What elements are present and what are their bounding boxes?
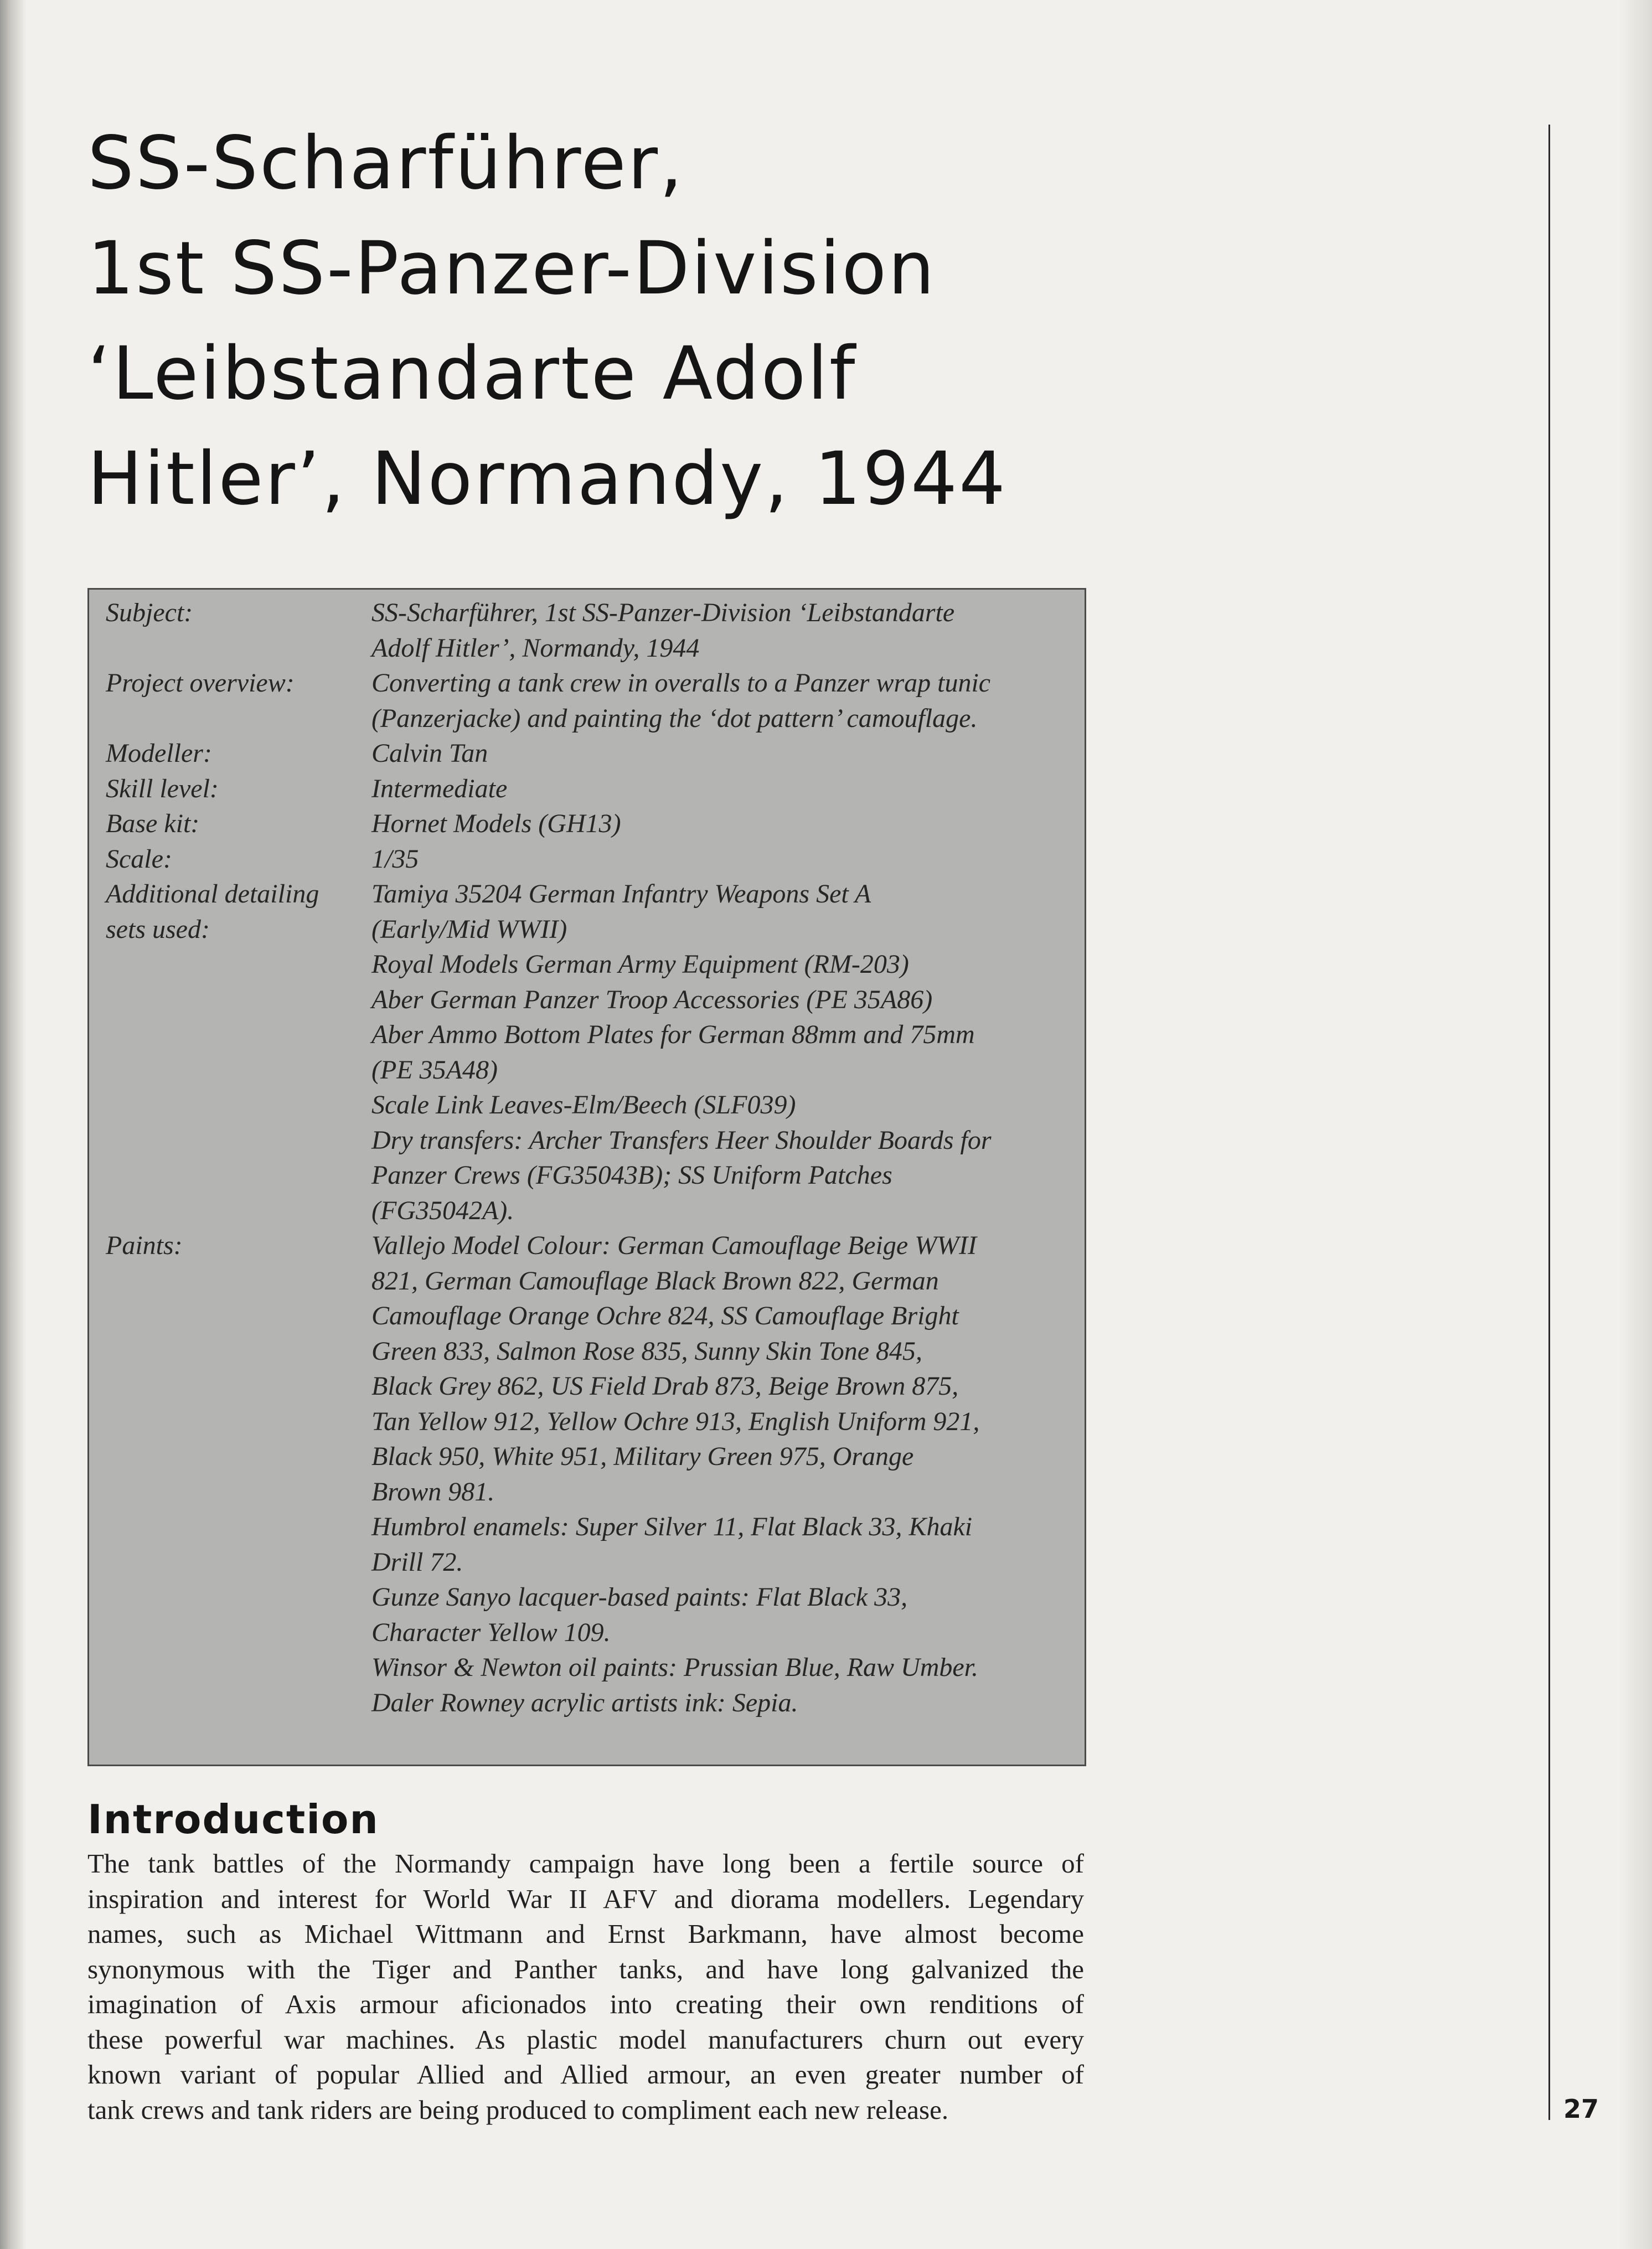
- info-value: [371, 736, 1064, 771]
- body-text-line: these powerful war machines. As plastic model manufacturers churn out every: [87, 2024, 1084, 2055]
- info-value-line: (Panzerjacke) and painting the ‘dot pattern’ camouflage.: [371, 703, 978, 733]
- body-text-line: synonymous with the Tiger and Panther tanks, and have long galvanized the: [87, 1953, 1084, 1984]
- info-label: [106, 666, 371, 736]
- info-value-line: Scale Link Leaves-Elm/Beech (SLF039): [371, 1090, 796, 1120]
- info-value-line: Gunze Sanyo lacquer-based paints: Flat Black 33,: [371, 1582, 908, 1612]
- info-label: [106, 595, 371, 666]
- body-text-line: imagination of Axis armour aficionados into creating their own renditions of: [87, 1989, 1084, 2019]
- info-label: [106, 736, 371, 771]
- info-row: [106, 842, 1069, 877]
- info-value-line: Vallejo Model Colour: German Camouflage Beige WWII: [371, 1231, 977, 1260]
- body-text-line: names, such as Michael Wittmann and Ernst Barkmann, have almost become: [87, 1918, 1084, 1949]
- info-value-line: 821, German Camouflage Black Brown 822, German: [371, 1266, 939, 1296]
- info-value-line: Black Grey 862, US Field Drab 873, Beige Brown 875,: [371, 1371, 959, 1401]
- info-value-line: Camouflage Orange Ochre 824, SS Camouflage Bright: [371, 1301, 959, 1330]
- info-value-line: Daler Rowney acrylic artists ink: Sepia.: [371, 1688, 798, 1717]
- info-value-line: Royal Models German Army Equipment (RM-203): [371, 950, 909, 979]
- info-row: [106, 876, 1069, 1228]
- info-row: [106, 736, 1069, 771]
- info-row: [106, 1228, 1069, 1720]
- title-line: Hitler’, Normandy, 1944: [87, 436, 1008, 522]
- info-value-line: Drill 72.: [371, 1547, 463, 1577]
- page-edge: [1619, 0, 1652, 2249]
- info-label: [106, 876, 371, 1228]
- info-value-line: Hornet Models (GH13): [371, 809, 621, 838]
- body-text-line: The tank battles of the Normandy campaign have long been a fertile source of: [87, 1848, 1084, 1879]
- page-number: 27: [1563, 2094, 1599, 2124]
- info-value-line: Black 950, White 951, Military Green 975, Orange: [371, 1442, 914, 1471]
- info-value-line: Panzer Crews (FG35043B); SS Uniform Patches: [371, 1160, 892, 1190]
- info-value-line: Humbrol enamels: Super Silver 11, Flat Black 33, Khaki: [371, 1512, 973, 1541]
- title-line: 1st SS-Panzer-Division: [87, 226, 936, 311]
- info-value-line: Dry transfers: Archer Transfers Heer Shoulder Boards for: [371, 1125, 992, 1155]
- info-value-line: Winsor & Newton oil paints: Prussian Blue, Raw Umber.: [371, 1653, 979, 1682]
- info-value-line: Intermediate: [371, 773, 508, 803]
- info-label-line: Base kit:: [106, 809, 200, 838]
- book-spine-shadow: [0, 0, 27, 2249]
- body-text-line: tank crews and tank riders are being produced to compliment each new release.: [87, 2094, 949, 2125]
- info-value-line: Brown 981.: [371, 1477, 495, 1507]
- info-value-line: (PE 35A48): [371, 1055, 498, 1085]
- info-row: [106, 595, 1069, 666]
- info-value-line: Aber German Panzer Troop Accessories (PE 35A86): [371, 984, 933, 1014]
- info-row: [106, 666, 1069, 736]
- info-value-line: (Early/Mid WWII): [371, 914, 567, 944]
- info-value-line: Tan Yellow 912, Yellow Ochre 913, English Uniform 921,: [371, 1406, 980, 1436]
- info-label-line: Modeller:: [106, 739, 212, 768]
- info-label-line: sets used:: [106, 914, 210, 944]
- title-line: SS-Scharführer,: [87, 121, 684, 206]
- info-label-line: Project overview:: [106, 668, 295, 698]
- info-label-line: Paints:: [106, 1231, 183, 1260]
- info-label-line: Scale:: [106, 844, 172, 874]
- info-label: [106, 806, 371, 842]
- info-value-line: Character Yellow 109.: [371, 1617, 611, 1647]
- info-label: [106, 1228, 371, 1720]
- info-value-line: Adolf Hitler’, Normandy, 1944: [371, 633, 700, 663]
- info-value-line: SS-Scharführer, 1st SS-Panzer-Division ‘Leibstandarte: [371, 598, 955, 627]
- project-info-list: [106, 595, 1069, 1720]
- info-row: [106, 806, 1069, 842]
- info-value: [371, 1228, 1064, 1720]
- info-label: [106, 771, 371, 807]
- info-value-line: Aber Ammo Bottom Plates for German 88mm and 75mm: [371, 1020, 975, 1049]
- info-value: [371, 595, 1064, 666]
- project-info-box: [87, 588, 1086, 1766]
- body-text-line: known variant of popular Allied and Allied armour, an even greater number of: [87, 2059, 1084, 2090]
- title-line: ‘Leibstandarte Adolf: [87, 331, 857, 416]
- info-value: [371, 771, 1064, 807]
- info-value: [371, 666, 1064, 736]
- info-value-line: Calvin Tan: [371, 739, 488, 768]
- page-title: [87, 111, 1139, 532]
- info-value-line: Tamiya 35204 German Infantry Weapons Set A: [371, 879, 871, 909]
- info-row: [106, 771, 1069, 807]
- info-value: [371, 842, 1064, 877]
- info-value-line: 1/35: [371, 844, 419, 874]
- info-label-line: Skill level:: [106, 773, 219, 803]
- margin-rule: [1548, 125, 1550, 2120]
- info-value: [371, 806, 1064, 842]
- info-value-line: Converting a tank crew in overalls to a Panzer wrap tunic: [371, 668, 991, 698]
- info-value: [371, 876, 1064, 1228]
- introduction-heading: Introduction: [87, 1796, 379, 1843]
- body-text-line: inspiration and interest for World War II AFV and diorama modellers. Legendary: [87, 1883, 1084, 1914]
- info-label: [106, 842, 371, 877]
- info-value-line: (FG35042A).: [371, 1195, 514, 1225]
- introduction-body: [87, 1846, 1084, 2127]
- info-value-line: Green 833, Salmon Rose 835, Sunny Skin Tone 845,: [371, 1336, 923, 1366]
- info-label-line: Subject:: [106, 598, 193, 627]
- info-label-line: Additional detailing: [106, 879, 319, 909]
